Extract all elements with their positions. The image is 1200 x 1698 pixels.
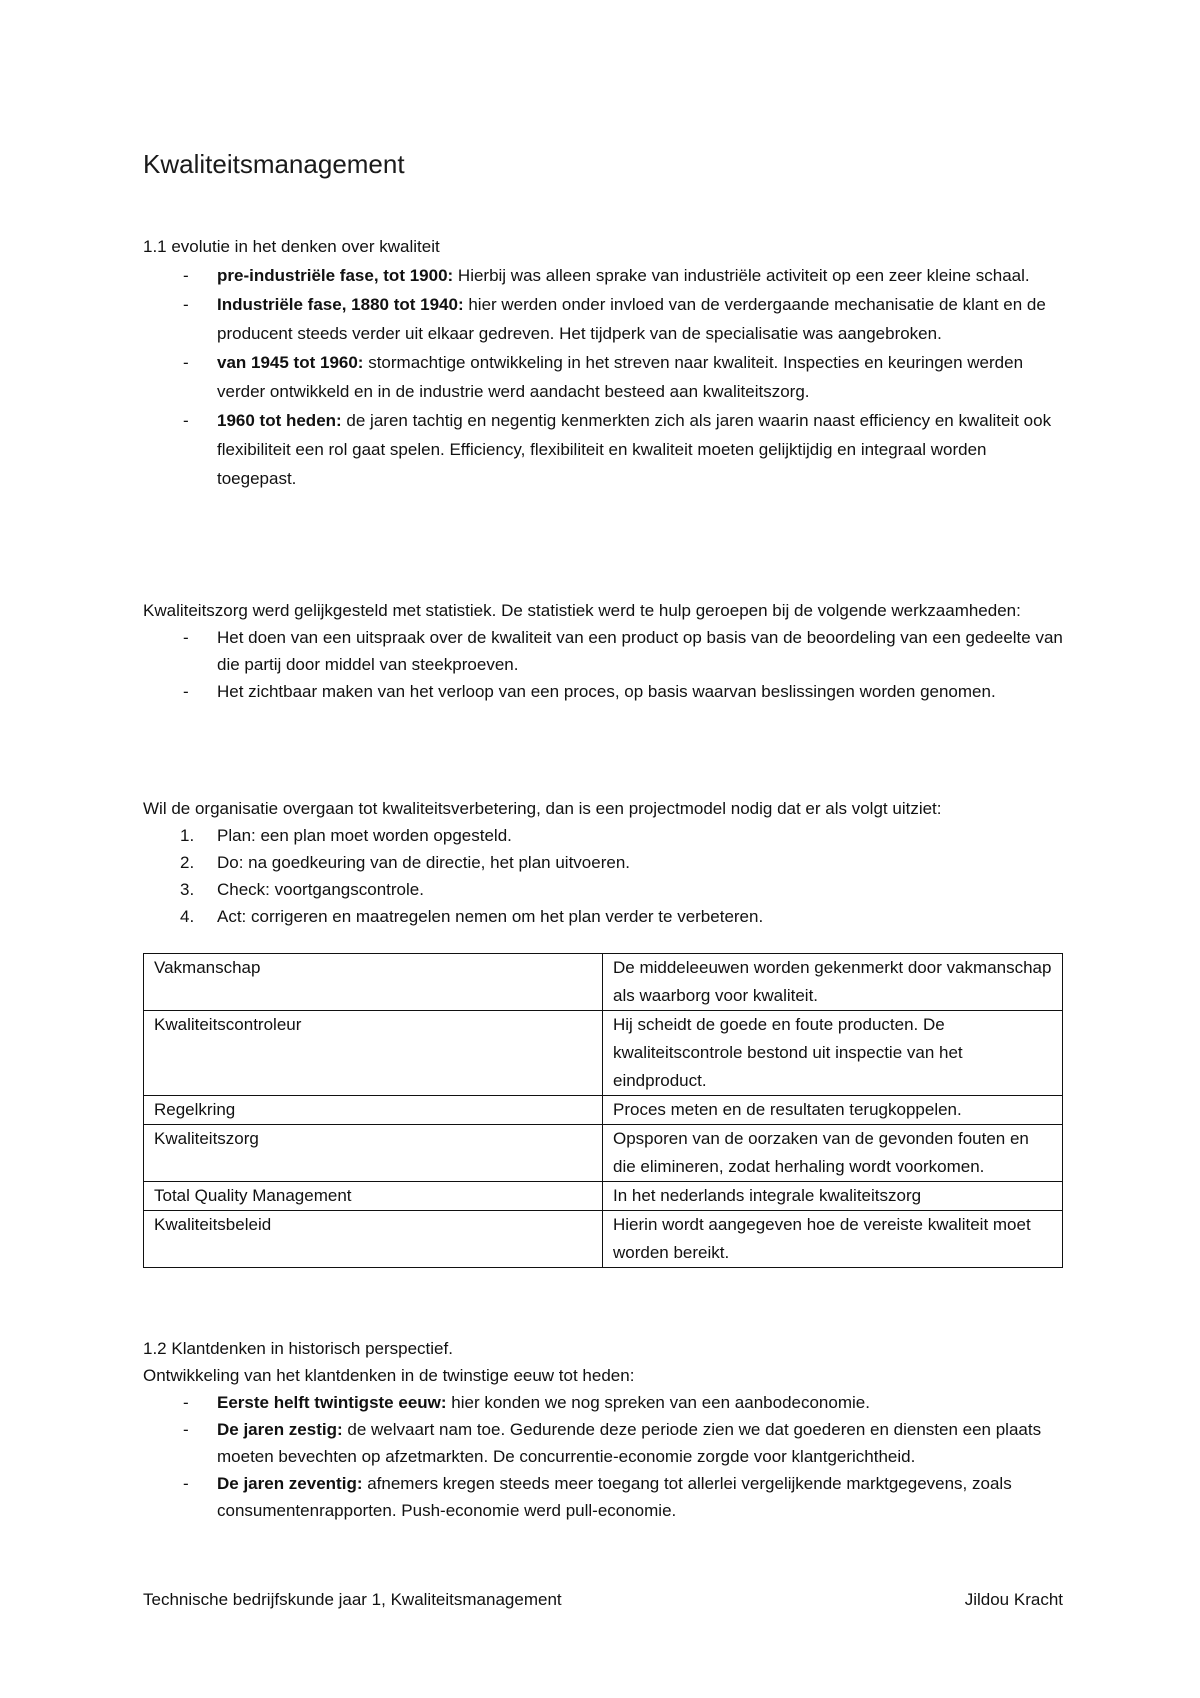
statistics-list <box>143 624 1063 705</box>
item-term: Eerste helft twintigste eeuw: <box>217 1393 447 1412</box>
list-item <box>143 903 1063 930</box>
description-cell: Opsporen van de oorzaken van de gevonden fouten en die elimineren, zodat herhaling wordt voorkomen. <box>603 1125 1063 1182</box>
section-heading: 1.1 evolutie in het denken over kwaliteit <box>143 237 440 256</box>
step-text: Plan: een plan moet worden opgesteld. <box>217 826 512 845</box>
list-item: - Het zichtbaar maken van het verloop van een proces, op basis waarvan beslissingen worden genomen. <box>143 678 1063 705</box>
description-cell: Proces meten en de resultaten terugkoppelen. <box>603 1096 1063 1125</box>
section-customer-thinking <box>143 1335 1063 1524</box>
page-title: Kwaliteitsmanagement <box>143 149 405 179</box>
paragraph: Kwaliteitszorg werd gelijkgesteld met statistiek. De statistiek werd te hulp geroepen bij de volgende werkzaamheden: <box>143 601 1021 620</box>
step-number: 4. <box>180 907 195 926</box>
description-cell: In het nederlands integrale kwaliteitszorg <box>603 1182 1063 1211</box>
term-cell: Regelkring <box>144 1096 603 1125</box>
footer-author: Jildou Kracht <box>964 1590 1063 1609</box>
table-row <box>144 1211 1063 1268</box>
term-cell: Total Quality Management <box>144 1182 603 1211</box>
term-cell: Kwaliteitszorg <box>144 1125 603 1182</box>
paragraph: Ontwikkeling van het klantdenken in de twinstige eeuw tot heden: <box>143 1366 635 1385</box>
item-term: De jaren zeventig: <box>217 1474 363 1493</box>
pdca-list <box>143 822 1063 930</box>
step-text: Act: corrigeren en maatregelen nemen om het plan verder te verbeteren. <box>217 907 764 926</box>
list-item <box>143 348 1063 406</box>
item-text: hier werden onder invloed van de verdergaande mechanisatie de klant en de producent steeds verder uit elkaar gedreven. Het tijdperk van de specialisatie was aangebroken. <box>217 295 1046 343</box>
customer-thinking-list <box>143 1389 1063 1524</box>
list-item <box>143 406 1063 493</box>
table-row <box>144 1182 1063 1211</box>
terms-table <box>143 953 1063 1268</box>
table-row <box>144 1011 1063 1096</box>
footer-course: Technische bedrijfskunde jaar 1, Kwaliteitsmanagement <box>143 1590 562 1609</box>
section-evolution <box>143 232 1063 493</box>
item-term: pre-industriële fase, tot 1900: <box>217 266 454 285</box>
description-cell: De middeleeuwen worden gekenmerkt door vakmanschap als waarborg voor kwaliteit. <box>603 954 1063 1011</box>
list-item <box>143 876 1063 903</box>
section-pdca <box>143 795 1063 930</box>
item-text: stormachtige ontwikkeling in het streven naar kwaliteit. Inspecties en keuringen werden verder ontwikkeld en in de industrie werd aandacht besteed aan kwaliteitszorg. <box>217 353 1024 401</box>
term-cell: Kwaliteitsbeleid <box>144 1211 603 1268</box>
list-item <box>143 1470 1063 1524</box>
section-statistics <box>143 597 1063 705</box>
table-row <box>144 1125 1063 1182</box>
step-number: 1. <box>180 826 195 845</box>
item-term: Industriële fase, 1880 tot 1940: <box>217 295 464 314</box>
step-number: 2. <box>180 853 195 872</box>
item-text: hier konden we nog spreken van een aanbodeconomie. <box>446 1393 870 1412</box>
list-item <box>143 261 1063 290</box>
list-item <box>143 290 1063 348</box>
list-item: - Het doen van een uitspraak over de kwaliteit van een product op basis van de beoordeling van een gedeelte van die partij door middel van steekproeven. <box>143 624 1063 678</box>
item-term: De jaren zestig: <box>217 1420 343 1439</box>
step-text: Do: na goedkeuring van de directie, het plan uitvoeren. <box>217 853 630 872</box>
evolution-list <box>143 261 1063 493</box>
table-row <box>144 954 1063 1011</box>
step-number: 3. <box>180 880 195 899</box>
list-item <box>143 822 1063 849</box>
description-cell: Hierin wordt aangegeven hoe de vereiste kwaliteit moet worden bereikt. <box>603 1211 1063 1268</box>
term-cell: Kwaliteitscontroleur <box>144 1011 603 1096</box>
term-cell: Vakmanschap <box>144 954 603 1011</box>
page-footer <box>143 1588 1063 1612</box>
list-item <box>143 1416 1063 1470</box>
item-text: afnemers kregen steeds meer toegang tot allerlei vergelijkende marktgegevens, zoals consumentenrapporten. Push-economie werd pull-economie. <box>217 1474 1012 1520</box>
item-term: van 1945 tot 1960: <box>217 353 364 372</box>
item-term: 1960 tot heden: <box>217 411 342 430</box>
step-text: Check: voortgangscontrole. <box>217 880 424 899</box>
item-text: de jaren tachtig en negentig kenmerkten zich als jaren waarin naast efficiency en kwaliteit ook flexibiliteit een rol gaat spelen. Efficiency, flexibiliteit en kwaliteit moeten gelijktijdig en integraal worden toegepast. <box>217 411 1052 488</box>
description-cell: Hij scheidt de goede en foute producten. De kwaliteitscontrole bestond uit inspectie van het eindproduct. <box>603 1011 1063 1096</box>
list-item <box>143 1389 1063 1416</box>
table-row <box>144 1096 1063 1125</box>
section-heading: 1.2 Klantdenken in historisch perspectief. <box>143 1339 453 1358</box>
item-text: de welvaart nam toe. Gedurende deze periode zien we dat goederen en diensten een plaats moeten bevechten op afzetmarkten. De concurrentie-economie zorgde voor klantgerichtheid. <box>217 1420 1042 1466</box>
paragraph: Wil de organisatie overgaan tot kwaliteitsverbetering, dan is een projectmodel nodig dat er als volgt uitziet: <box>143 799 942 818</box>
item-text: Hierbij was alleen sprake van industriële activiteit op een zeer kleine schaal. <box>453 266 1030 285</box>
list-item <box>143 849 1063 876</box>
